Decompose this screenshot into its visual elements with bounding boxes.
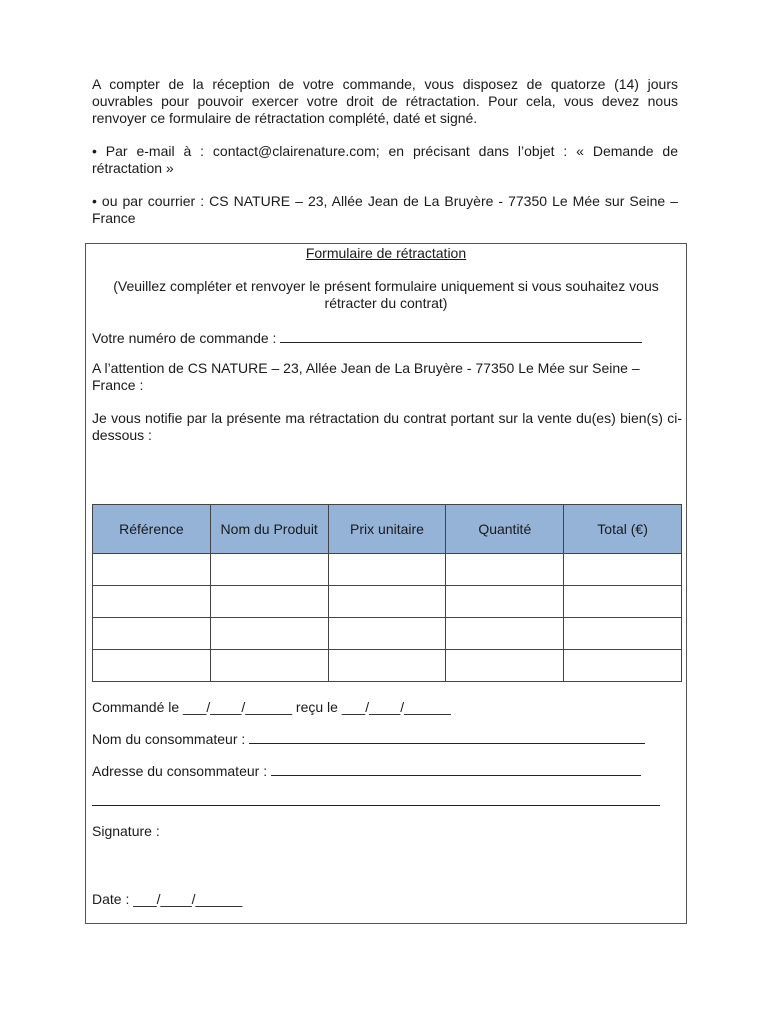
table-row <box>93 586 682 618</box>
table-cell[interactable] <box>210 650 328 682</box>
retraction-form <box>85 243 687 924</box>
table-cell[interactable] <box>93 618 211 650</box>
table-cell[interactable] <box>93 554 211 586</box>
table-cell[interactable] <box>564 650 682 682</box>
order-number-label: Votre numéro de commande : <box>92 330 277 346</box>
form-title: Formulaire de rétractation <box>305 245 467 261</box>
ordered-received-dates[interactable]: Commandé le ___/____/______ reçu le ___/____/______ <box>92 699 451 715</box>
table-row <box>93 650 682 682</box>
consumer-address-line-2 <box>92 792 660 810</box>
order-number-row <box>92 329 642 347</box>
table-cell[interactable] <box>564 554 682 586</box>
consumer-name-field[interactable] <box>249 730 645 744</box>
table-header-row <box>93 505 682 554</box>
date-row[interactable]: Date : ___/____/______ <box>92 891 243 907</box>
table-cell[interactable] <box>564 618 682 650</box>
signature-label[interactable]: Signature : <box>92 823 160 839</box>
table-cell[interactable] <box>328 650 446 682</box>
table-cell[interactable] <box>328 554 446 586</box>
header-reference: Référence <box>93 505 211 554</box>
table-cell[interactable] <box>328 586 446 618</box>
consumer-address-field-2[interactable] <box>92 792 660 806</box>
table-cell[interactable] <box>93 586 211 618</box>
attention-address: A l’attention de CS NATURE – 23, Allée Jean de La Bruyère - 77350 Le Mée sur Seine – France : <box>92 360 640 393</box>
consumer-name-row <box>92 730 645 748</box>
products-table <box>92 504 682 682</box>
table-cell[interactable] <box>210 618 328 650</box>
email-option-text: • Par e-mail à : contact@clairenature.com; en précisant dans l’objet : « Demande de rétractation » <box>92 143 678 176</box>
consumer-address-row <box>92 762 641 780</box>
table-cell[interactable] <box>446 650 564 682</box>
header-product-name: Nom du Produit <box>210 505 328 554</box>
table-cell[interactable] <box>446 554 564 586</box>
mail-option-text: • ou par courrier : CS NATURE – 23, Allée Jean de La Bruyère - 77350 Le Mée sur Seine – France <box>92 193 678 226</box>
consumer-address-field[interactable] <box>271 762 641 776</box>
notification-text: Je vous notifie par la présente ma rétractation du contrat portant sur la vente du(es) bien(s) ci-dessous : <box>92 410 682 443</box>
consumer-address-label: Adresse du consommateur : <box>92 763 268 779</box>
table-row <box>93 554 682 586</box>
order-number-field[interactable] <box>280 329 642 343</box>
table-cell[interactable] <box>446 618 564 650</box>
table-cell[interactable] <box>564 586 682 618</box>
consumer-name-label: Nom du consommateur : <box>92 731 246 747</box>
table-row <box>93 618 682 650</box>
table-cell[interactable] <box>210 586 328 618</box>
header-total: Total (€) <box>564 505 682 554</box>
table-cell[interactable] <box>210 554 328 586</box>
header-unit-price: Prix unitaire <box>328 505 446 554</box>
form-instructions: (Veuillez compléter et renvoyer le présent formulaire uniquement si vous souhaitez vous rétracter du contrat) <box>113 278 659 311</box>
intro-paragraph: A compter de la réception de votre commande, vous disposez de quatorze (14) jours ouvrables pour pouvoir exercer votre droit de rétractation. Pour cela, vous devez nous renvoyer ce formulaire de rétractation complété, daté et signé. <box>92 76 678 126</box>
table-cell[interactable] <box>93 650 211 682</box>
table-cell[interactable] <box>446 586 564 618</box>
header-quantity: Quantité <box>446 505 564 554</box>
table-cell[interactable] <box>328 618 446 650</box>
